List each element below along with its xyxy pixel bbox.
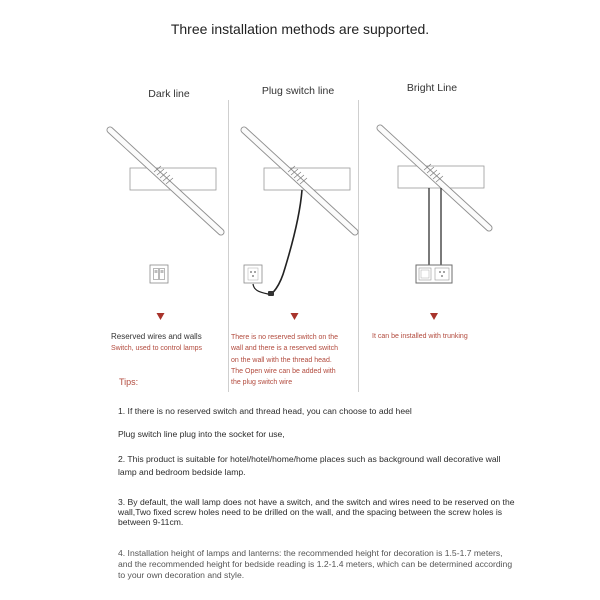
wall-switch-icon [150, 265, 168, 283]
tip-paragraph-1-continued: Plug switch line plug into the socket for use, [118, 429, 285, 439]
dark-line-heading: Dark line [148, 88, 190, 100]
tip-paragraph-4: 4. Installation height of lamps and lanterns: the recommended height for decoration is 1.5-1.7 meters, and the recommended height for bedside reading is 1.2-1.4 meters, which can be determined according to your own decoration and style. [118, 548, 513, 580]
bright-line-caption: It can be installed with trunking [372, 333, 468, 340]
dark-line-caption-main: Reserved wires and walls [111, 332, 202, 341]
plug-switch-line-diagram [244, 130, 355, 320]
dark-line-caption [111, 331, 226, 354]
tip-paragraph-1: 1. If there is no reserved switch and thread head, you can choose to add heel [118, 406, 412, 416]
plug-switch-line-caption [231, 332, 357, 388]
surface-wires [429, 188, 441, 265]
wall-socket-icon [244, 265, 262, 283]
caption-line: the plug switch wire [231, 379, 293, 387]
caption-line: The Open wire can be added with [231, 367, 336, 375]
dark-line-diagram [110, 130, 221, 320]
caption-line: There is no reserved switch on the [231, 334, 338, 341]
dark-line-caption-sub: Switch, used to control lamps [111, 344, 203, 352]
tip-paragraph-2: 2. This product is suitable for hotel/hotel/home/home places such as background wall decorative wall lamp and bedroom bedside lamp. [118, 454, 501, 477]
down-arrow-icon [157, 313, 165, 320]
down-arrow-icon [430, 313, 438, 320]
tip-paragraph-3: 3. By default, the wall lamp does not have a switch, and the switch and wires need to be reserved on the wall,Two fixed screw holes need to be drilled on the wall, and the spacing between the screw holes is between 9-11cm. [118, 497, 515, 527]
tips-label: Tips: [119, 377, 139, 387]
bright-line-heading: Bright Line [406, 82, 458, 94]
caption-line: wall and there is a reserved switch [231, 345, 338, 353]
page-title: Three installation methods are supported. [170, 21, 430, 37]
inline-switch-icon [268, 291, 274, 296]
plug-switch-line-heading: Plug switch line [261, 85, 335, 97]
down-arrow-icon [291, 313, 299, 320]
switch-socket-panel [416, 265, 452, 283]
caption-line: on the wall with the thread head. [231, 356, 332, 364]
bright-line-diagram [380, 128, 489, 320]
